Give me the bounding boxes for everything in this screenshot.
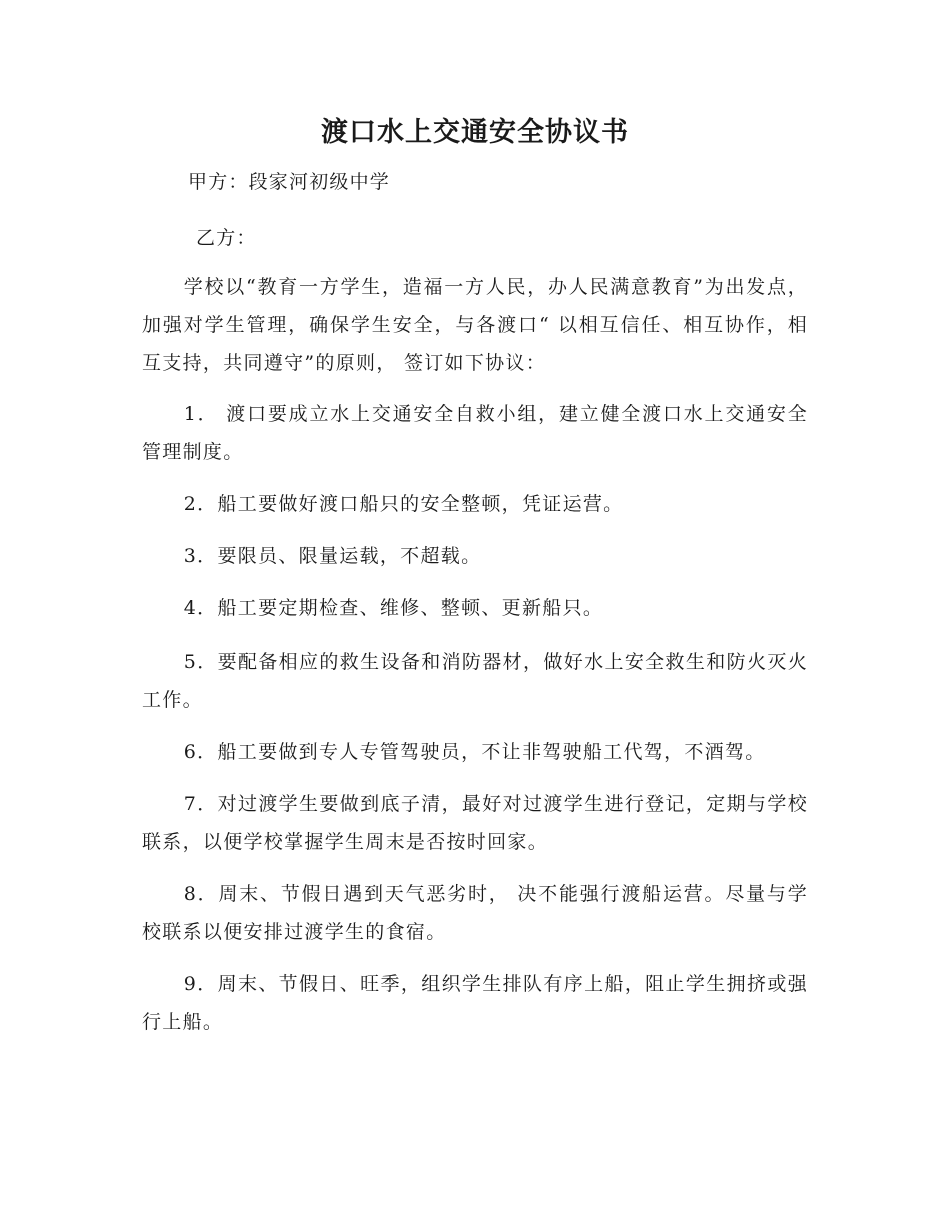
clause-9: 9．周末、节假日、旺季，组织学生排队有序上船，阻止学生拥挤或强行上船。 <box>142 973 808 1033</box>
party-a-line: 甲方：段家河初级中学 <box>188 171 391 193</box>
clause-8: 8．周末、节假日遇到天气恶劣时， 决不能强行渡船运营。尽量与学校联系以便安排过渡学生的食宿。 <box>142 883 808 943</box>
clause-2: 2．船工要做好渡口船只的安全整顿，凭证运营。 <box>183 493 624 515</box>
document-title: 渡口水上交通安全协议书 <box>321 117 629 148</box>
clause-5: 5．要配备相应的救生设备和消防器材，做好水上安全救生和防火灭火工作。 <box>142 651 808 711</box>
clause-7: 7．对过渡学生要做到底子清，最好对过渡学生进行登记，定期与学校联系，以便学校掌握学生周末是否按时回家。 <box>142 793 808 853</box>
intro-paragraph: 学校以“教育一方学生，造福一方人民，办人民满意教育”为出发点，加强对学生管理，确保学生安全，与各渡口“ 以相互信任、相互协作，相互支持，共同遵守”的原则， 签订如下协议： <box>142 276 808 374</box>
clause-3: 3．要限员、限量运载，不超载。 <box>183 545 482 567</box>
clause-6: 6．船工要做到专人专管驾驶员，不让非驾驶船工代驾，不酒驾。 <box>183 741 766 763</box>
party-b-line: 乙方： <box>196 227 257 249</box>
clause-1: 1． 渡口要成立水上交通安全自救小组，建立健全渡口水上交通安全管理制度。 <box>142 403 808 463</box>
clause-4: 4．船工要定期检查、维修、整顿、更新船只。 <box>183 597 604 619</box>
